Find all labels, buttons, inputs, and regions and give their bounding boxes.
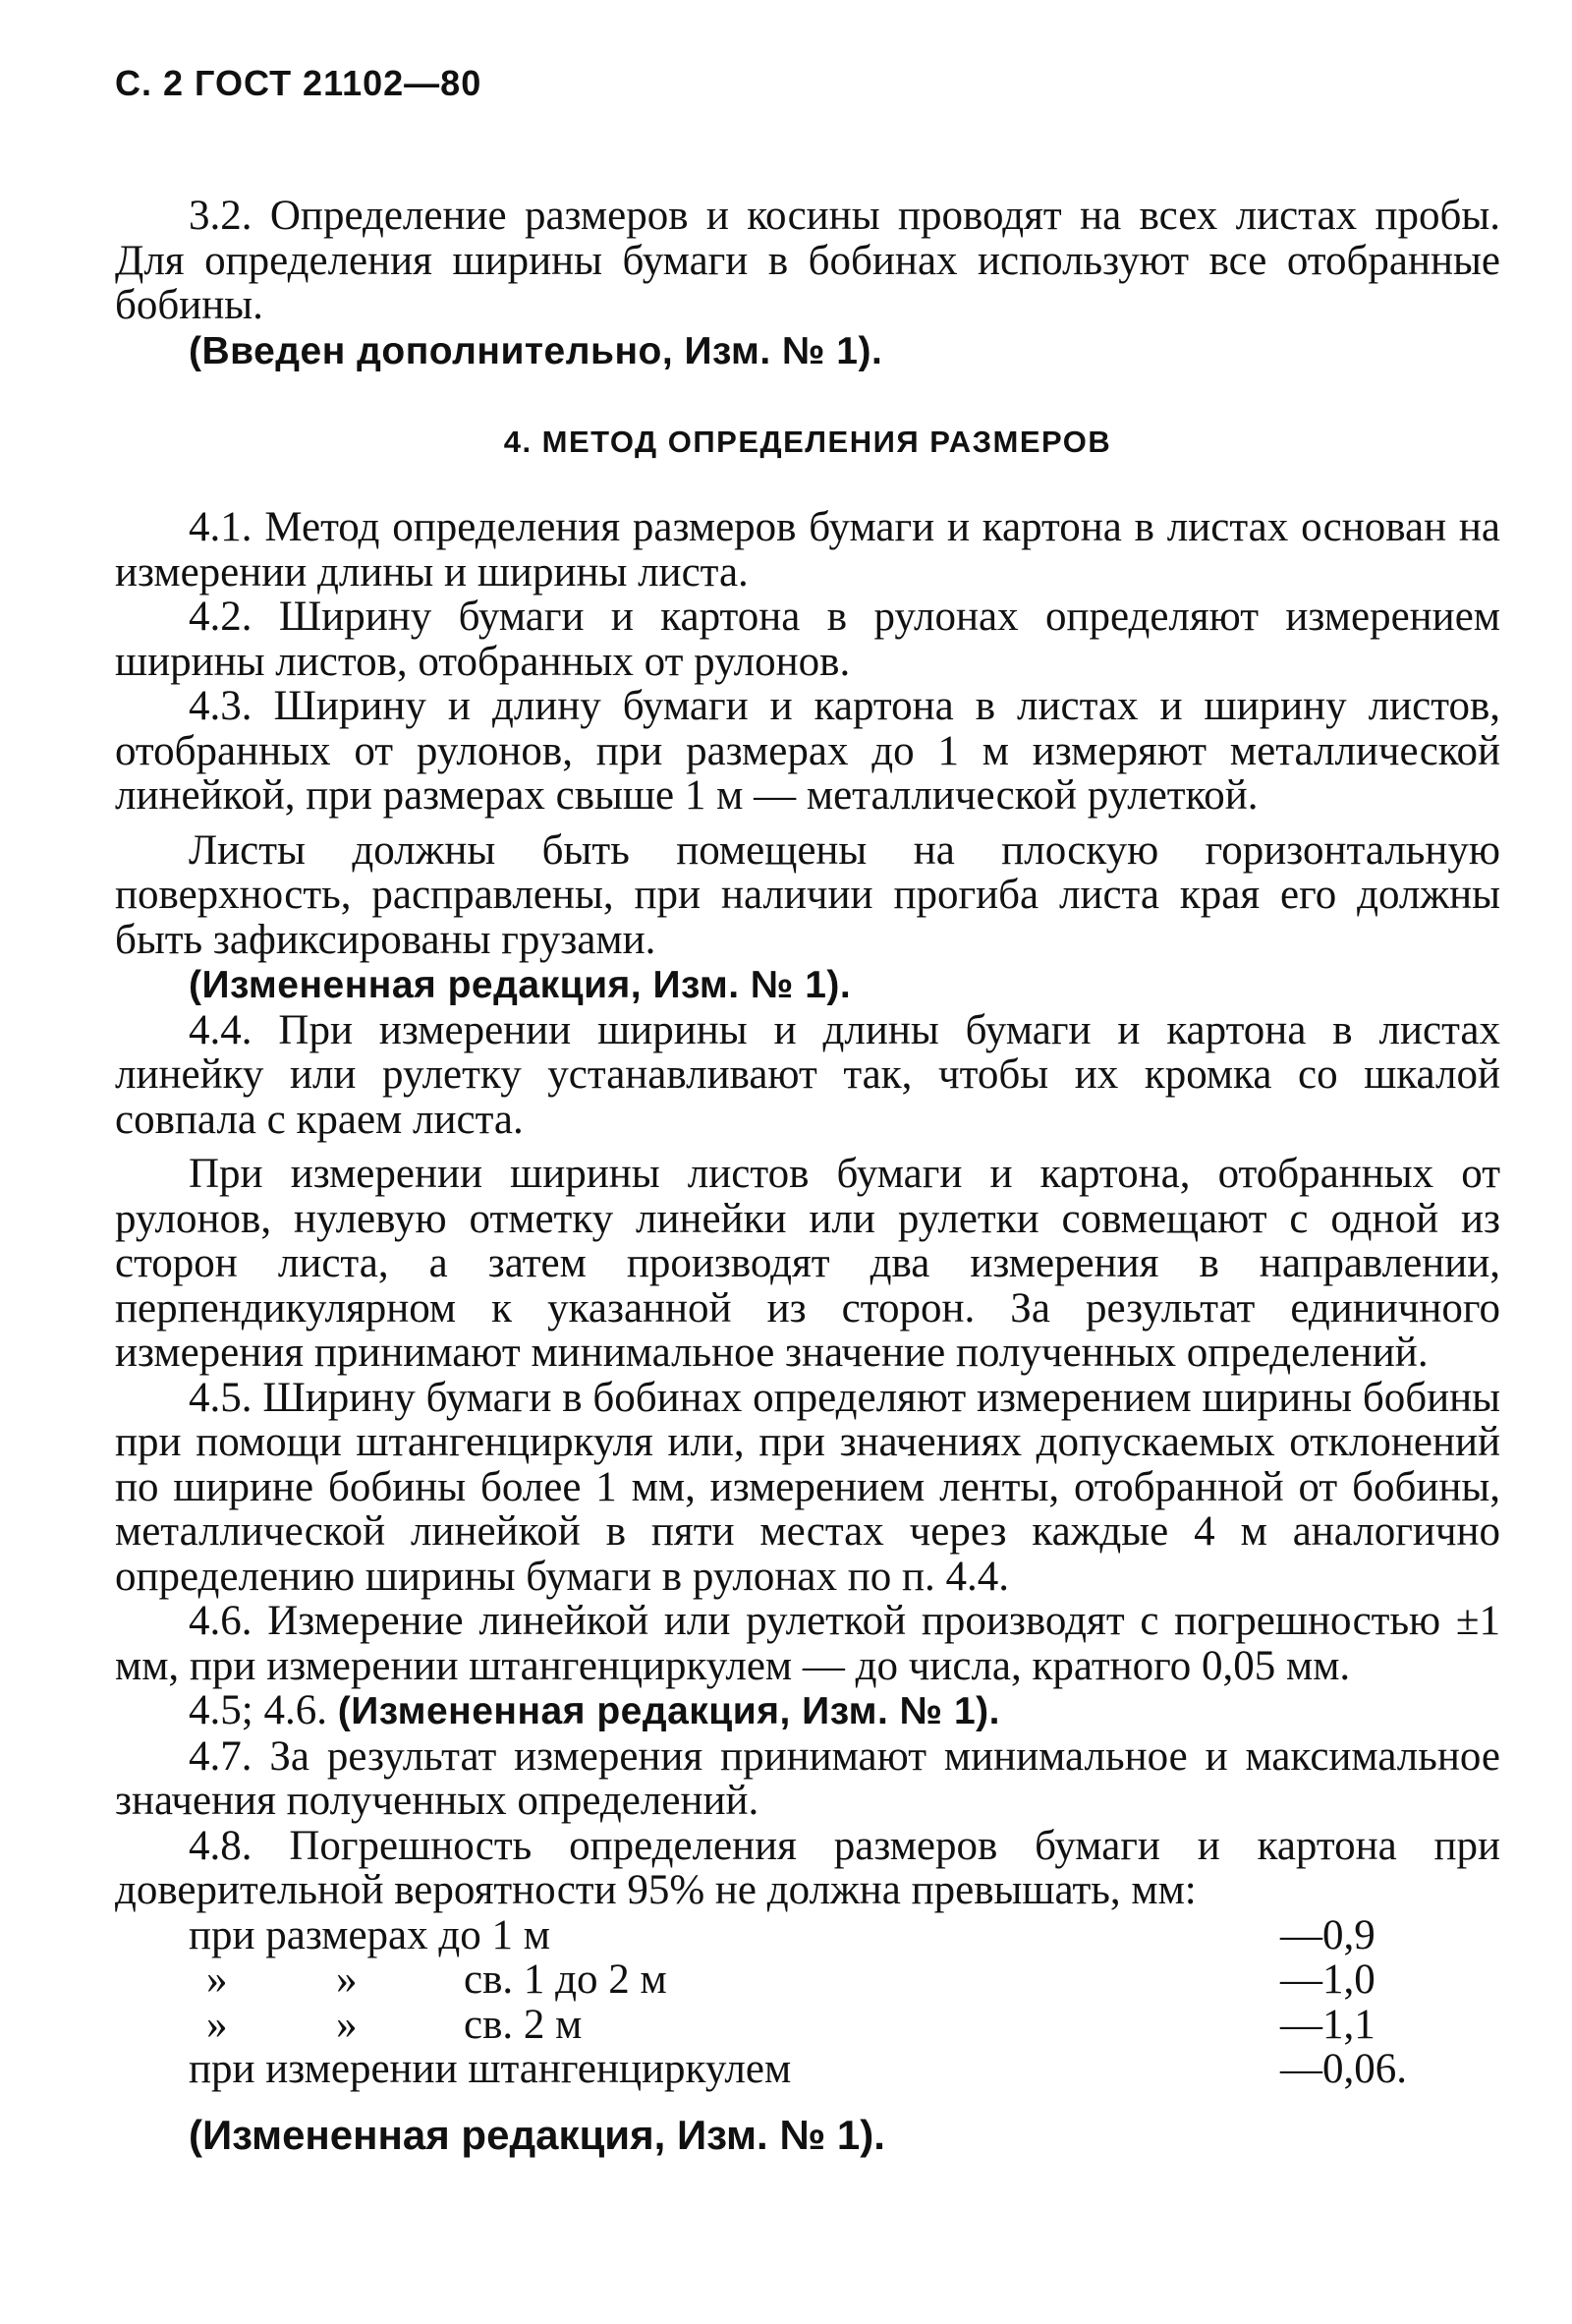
tolerance-row xyxy=(115,2047,1500,2092)
ditto-mark: » xyxy=(206,1956,228,2003)
section-title: 4. МЕТОД ОПРЕДЕЛЕНИЯ РАЗМЕРОВ xyxy=(503,425,1112,459)
paragraph-4-5: 4.5. Ширину бумаги в бобинах определяют измерением ширины бобины при помощи штангенциркуля или, при значениях допускаемых отклонений по ширине бобины более 1 мм, измерением ленты, отобранной от бобины, металлической линейкой в пяти местах через каждые 4 м аналогично определению ширины бумаги в рулонах по п. 4.4. xyxy=(115,1374,1500,1600)
amendment-note-text: (Введен дополнительно, Изм. № 1). xyxy=(189,329,883,372)
tolerance-row xyxy=(115,1957,1500,2003)
tolerance-condition: св. 2 м xyxy=(464,2001,583,2048)
paragraph-4-4: 4.4. При измерении ширины и длины бумаги и картона в листах линейку или рулетку устанавливают так, чтобы их кромка со шкалой совпала с краем листа. xyxy=(115,1006,1500,1143)
amendment-note-4-8: (Измененная редакция, Изм. № 1). xyxy=(189,2111,885,2158)
amendment-note-prefix: 4.5; 4.6. xyxy=(189,1687,338,1733)
paragraph-4-4b: При измерении ширины листов бумаги и картона, отобранных от рулонов, нулевую отметку линейки или рулетки совмещают с одной из сторон листа, а затем производят два измерения в направлении, перпендикулярном к указанной из сторон. За результат единичного измерения принимают минимальное значение полученных определений. xyxy=(115,1151,1500,1376)
amendment-note-text: (Измененная редакция, Изм. № 1). xyxy=(337,1690,1000,1732)
paragraph-3-2: 3.2. Определение размеров и косины проводят на всех листах пробы. Для определения ширины бумаги в бобинах используют все отобранные бобины. xyxy=(115,193,1500,328)
page-header: С. 2 ГОСТ 21102—80 xyxy=(115,63,482,103)
tolerance-condition: при измерении штангенциркулем xyxy=(189,2046,792,2092)
paragraph-4-3b: Листы должны быть помещены на плоскую горизонтальную поверхность, расправлены, при наличии прогиба листа края его должны быть зафиксированы грузами. xyxy=(115,826,1500,963)
tolerance-condition: при размерах до 1 м xyxy=(189,1911,550,1958)
amendment-note-text: (Измененная редакция, Изм. № 1). xyxy=(189,964,852,1006)
ditto-mark: » xyxy=(336,1956,358,2003)
paragraph-4-3: 4.3. Ширину и длину бумаги и картона в листах и ширину листов, отобранных от рулонов, при размерах до 1 м измеряют металлической линейкой, при размерах свыше 1 м — металлической рулеткой. xyxy=(115,683,1500,819)
document-page xyxy=(115,54,1500,2161)
ditto-mark: » xyxy=(206,2001,228,2048)
tolerance-condition: св. 1 до 2 м xyxy=(464,1956,667,2003)
amendment-note-4-5-4-6 xyxy=(115,1688,1500,1734)
amendment-note-3-2 xyxy=(115,328,1500,374)
paragraph-4-7: 4.7. За результат измерения принимают минимальное и максимальное значения полученных определений. xyxy=(115,1732,1500,1824)
tolerance-row xyxy=(115,2003,1500,2048)
tolerance-value: —0,9 xyxy=(1280,1911,1376,1958)
paragraph-4-1: 4.1. Метод определения размеров бумаги и картона в листах основан на измерении длины и ширины листа. xyxy=(115,504,1500,595)
tolerance-value: —0,06. xyxy=(1280,2046,1407,2092)
tolerance-value: —1,1 xyxy=(1280,2001,1376,2048)
amendment-note-4-3 xyxy=(115,962,1500,1008)
tolerance-value: —1,0 xyxy=(1280,1956,1376,2003)
paragraph-4-2: 4.2. Ширину бумаги и картона в рулонах определяют измерением ширины листов, отобранных от рулонов. xyxy=(115,594,1500,685)
ditto-mark: » xyxy=(336,2001,358,2048)
tolerance-list xyxy=(115,1913,1500,2092)
tolerance-row xyxy=(115,1913,1500,1958)
paragraph-4-6: 4.6. Измерение линейкой или рулеткой производят с погрешностью ±1 мм, при измерении штангенциркулем — до числа, кратного 0,05 мм. xyxy=(115,1598,1500,1689)
paragraph-4-8: 4.8. Погрешность определения размеров бумаги и картона при доверительной вероятности 95% не должна превышать, мм: xyxy=(115,1822,1500,1913)
